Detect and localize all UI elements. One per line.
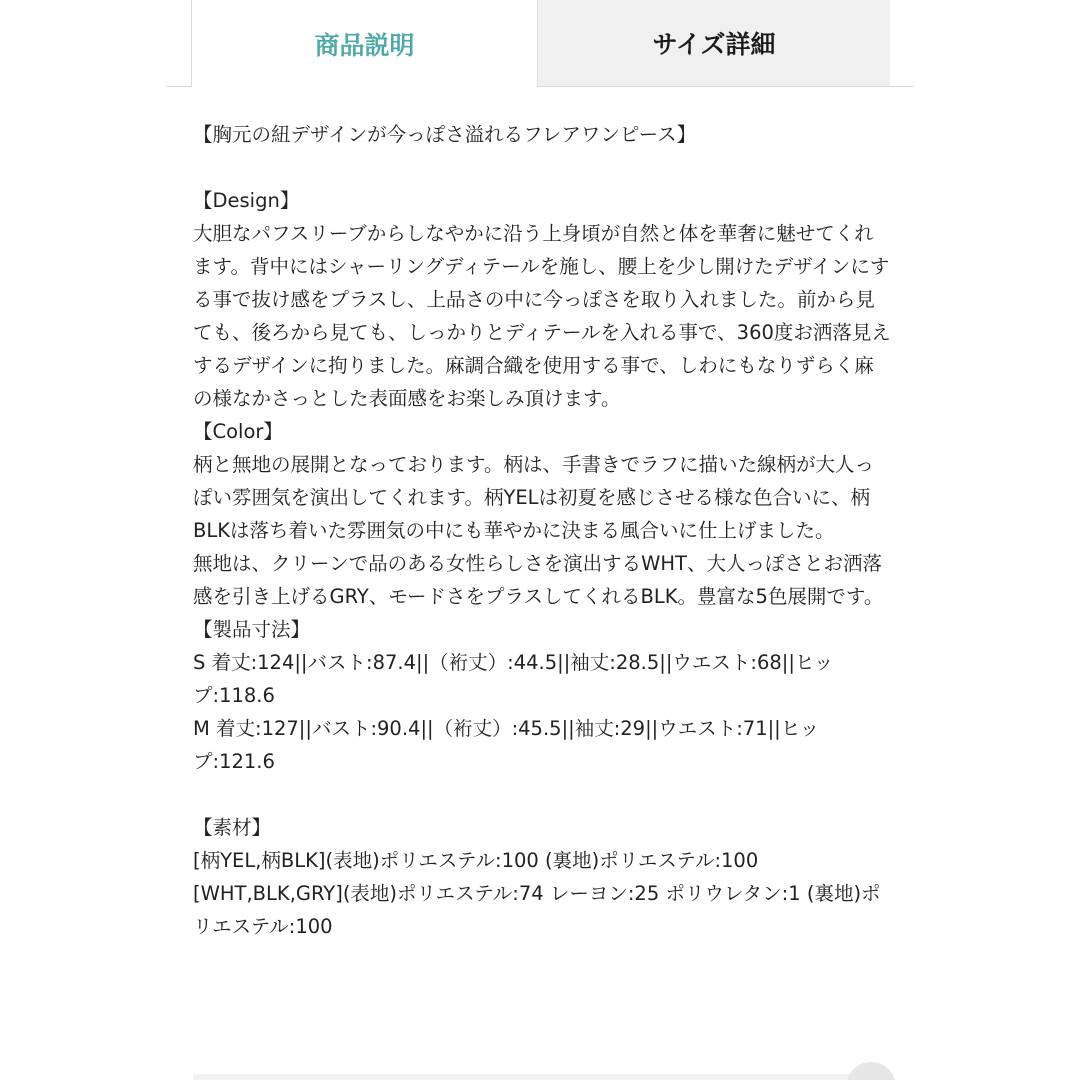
- tab-product-description[interactable]: [191, 0, 538, 87]
- product-description: [193, 118, 893, 943]
- material-heading: 【素材】: [193, 816, 272, 839]
- design-heading: 【Design】: [193, 189, 300, 212]
- color-heading: 【Color】: [193, 420, 283, 443]
- color-body-2: 無地は、クリーンで品のある女性らしさを演出するWHT、大人っぽさとお洒落感を引き上げるGRY、モードさをプラスしてくれるBLK。豊富な5色展開です。: [193, 552, 884, 608]
- tab-size-details-label: サイズ詳細: [652, 30, 776, 59]
- tab-size-details[interactable]: [538, 0, 890, 86]
- design-body: 大胆なパフスリーブからしなやかに沿う上身頃が自然と体を華奢に魅せてくれます。背中にはシャーリングディテールを施し、腰上を少し開けたデザインにする事で抜け感をプラスし、上品さの中に今っぽさを取り入れました。前から見ても、後ろから見ても、しっかりとディテールを入れる事で、360度お洒落見えするデザインに拘りました。麻調合織を使用する事で、しわにもなりずらく麻の様なかさっとした表面感をお楽しみ頂けます。: [193, 222, 891, 410]
- headline: 【胸元の紐デザインが今っぽさ溢れるフレアワンピース】: [193, 123, 697, 146]
- scroll-top-button[interactable]: [846, 1062, 896, 1080]
- tab-product-description-label: 商品説明: [314, 30, 415, 60]
- spacer: [193, 778, 893, 811]
- size-m: M 着丈:127||バスト:90.4||（裄丈）:45.5||袖丈:29||ウエスト:71||ヒップ:121.6: [193, 717, 820, 773]
- spacer: [193, 151, 893, 184]
- material-2: [WHT,BLK,GRY](表地)ポリエステル:74 レーヨン:25 ポリウレタン:1 (裏地)ポリエステル:100: [193, 882, 881, 938]
- tab-bar: [166, 0, 914, 87]
- size-heading: 【製品寸法】: [193, 618, 311, 641]
- material-1: [柄YEL,柄BLK](表地)ポリエステル:100 (裏地)ポリエステル:100: [193, 849, 759, 872]
- color-body-1: 柄と無地の展開となっております。柄は、手書きでラフに描いた線柄が大人っぽい雰囲気を演出してくれます。柄YELは初夏を感じさせる様な色合いに、柄BLKは落ち着いた雰囲気の中にも華やかに決まる風合いに仕上げました。: [193, 453, 874, 542]
- bottom-bar: [193, 1074, 893, 1080]
- size-s: S 着丈:124||バスト:87.4||（裄丈）:44.5||袖丈:28.5||ウエスト:68||ヒップ:118.6: [193, 651, 834, 707]
